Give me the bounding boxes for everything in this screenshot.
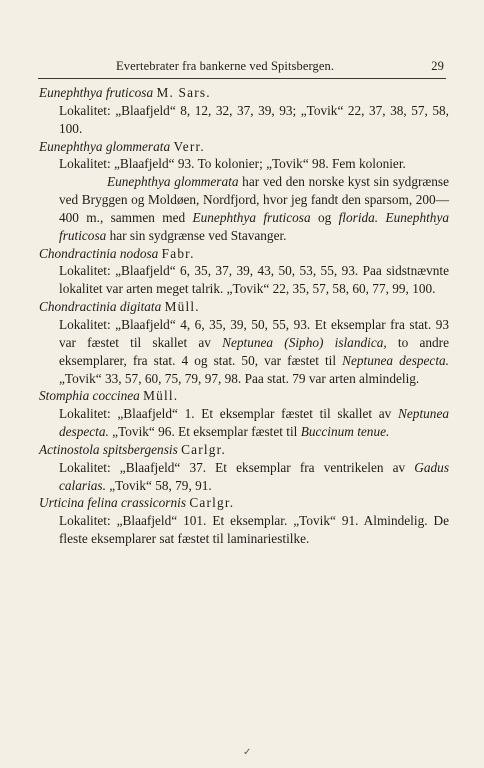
species-ref: Eunephthya fruticosa bbox=[59, 209, 449, 243]
locality-paragraph: Lokalitet: „Blaafjeld“ 8, 12, 32, 37, 39, 93; „Tovik“ 22, 37, 38, 57, 58, 100. bbox=[59, 102, 449, 136]
locality-text: Lokalitet: „Blaafjeld“ 37. Et eksemplar fra ventrikelen av bbox=[59, 459, 415, 475]
species-ref: Neptunea despecta. bbox=[59, 406, 449, 440]
note-paragraph bbox=[39, 173, 449, 244]
locality-paragraph bbox=[39, 459, 449, 495]
running-title: Evertebrater fra bankerne ved Spitsbergen. bbox=[116, 59, 335, 73]
species-ref: Buccinum tenue. bbox=[300, 424, 390, 440]
note-text: har ved den norske kyst sin sydgrænse ved Bryggen og Moldøen, Nordfjord, hvor jeg fandt den sparsom, 200—400 m., sammen med bbox=[59, 174, 450, 225]
locality-paragraph bbox=[39, 316, 449, 387]
species-list bbox=[39, 84, 449, 548]
locality-text: „Tovik“ 58, 79, 91. bbox=[105, 477, 212, 493]
species-name: Eunephthya fruticosa bbox=[39, 85, 154, 100]
page-number: 29 bbox=[431, 59, 444, 73]
note-text: har sin sydgrænse ved Stavanger. bbox=[106, 227, 287, 243]
species-author: Müll. bbox=[164, 299, 200, 315]
species-ref: florida. bbox=[338, 209, 379, 225]
species-ref: Eunephthya glommerata bbox=[107, 174, 239, 190]
locality-paragraph: Lokalitet: „Blaafjeld“ 101. Et eksemplar. „Tovik“ 91. Almindelig. De fleste eksemplarer sat fæstet til laminariestilke. bbox=[59, 513, 449, 547]
species-author: Fabr. bbox=[161, 245, 195, 261]
locality-text: „Tovik“ 33, 57, 60, 75, 79, 97, 98. Paa stat. 79 var arten almindelig. bbox=[59, 370, 420, 386]
species-heading bbox=[39, 84, 449, 102]
species-name: Stomphia coccinea bbox=[39, 388, 140, 404]
species-author: Müll. bbox=[143, 388, 179, 404]
species-author: Carlgr. bbox=[181, 441, 227, 457]
species-author: M. Sars. bbox=[156, 85, 211, 100]
note-text: og bbox=[310, 209, 339, 225]
species-name: Chondractinia nodosa bbox=[39, 245, 159, 261]
locality-text: Lokalitet: „Blaafjeld“ 1. Et eksemplar fæstet til skallet av bbox=[59, 406, 399, 422]
species-author: Verr. bbox=[173, 138, 205, 154]
species-heading bbox=[39, 387, 449, 405]
species-author: Carlgr. bbox=[189, 495, 235, 511]
running-header bbox=[38, 57, 446, 77]
species-heading bbox=[39, 298, 449, 316]
margin-mark: ✓ bbox=[243, 747, 252, 758]
species-heading bbox=[39, 494, 449, 512]
species-name: Eunephthya glommerata bbox=[39, 138, 171, 154]
species-heading bbox=[39, 138, 449, 156]
species-heading bbox=[39, 441, 449, 459]
species-ref: Neptunea (Sipho) islandica, bbox=[222, 334, 387, 350]
locality-text: Lokalitet: „Blaafjeld“ 4, 6, 35, 39, 50, 55, 93. Et eksemplar fra stat. 93 var fæstet til skallet av bbox=[59, 316, 449, 350]
locality-paragraph: Lokalitet: „Blaafjeld“ 6, 35, 37, 39, 43, 50, 53, 55, 93. Paa sidstnævnte lokalitet var arten meget talrik. „Tovik“ 22, 35, 57, 58, 60, 77, 99, 100. bbox=[59, 263, 449, 297]
species-heading bbox=[39, 245, 449, 263]
species-ref: Eunephthya fruticosa bbox=[192, 209, 311, 225]
locality-paragraph bbox=[39, 405, 449, 441]
species-name: Urticina felina crassicornis bbox=[39, 495, 186, 511]
species-ref: Gadus calarias. bbox=[59, 459, 449, 493]
header-rule bbox=[38, 78, 446, 79]
locality-text: to andre eksemplarer, fra stat. 4 og stat. 50, var fæstet til bbox=[59, 334, 449, 368]
species-name: Actinostola spitsbergensis bbox=[39, 441, 178, 457]
species-ref: Neptunea despecta. bbox=[342, 352, 449, 368]
locality-paragraph: Lokalitet: „Blaafjeld“ 93. To kolonier; „Tovik“ 98. Fem kolonier. bbox=[59, 156, 406, 172]
locality-text: „Tovik“ 96. Et eksemplar fæstet til bbox=[108, 424, 301, 440]
species-name: Chondractinia digitata bbox=[39, 299, 162, 315]
